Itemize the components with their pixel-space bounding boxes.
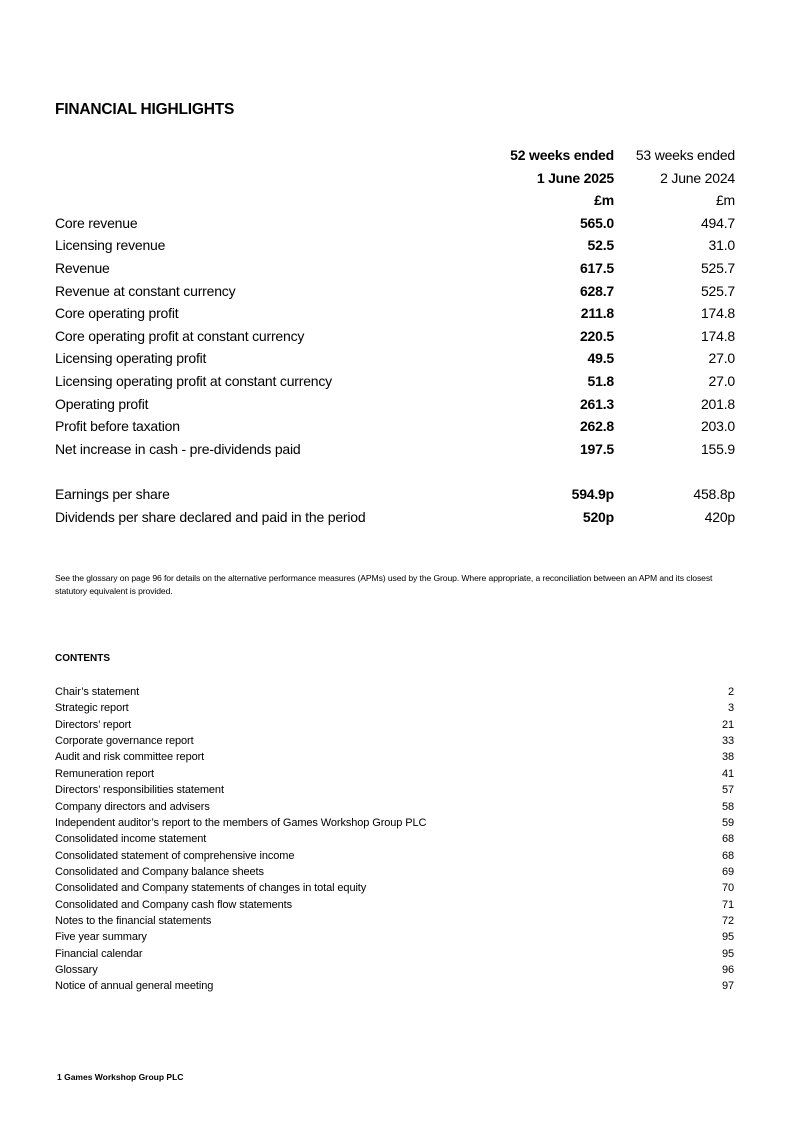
contents-item-label: Glossary bbox=[55, 964, 98, 977]
contents-item-label: Independent auditor’s report to the members of Games Workshop Group PLC bbox=[55, 816, 427, 829]
contents-item-page: 69 bbox=[721, 865, 734, 878]
current-value: 617.5 bbox=[579, 259, 614, 276]
previous-value: 27.0 bbox=[708, 350, 735, 367]
current-value: 594.9p bbox=[571, 485, 614, 502]
current-value: 520p bbox=[582, 508, 614, 525]
row-label: Dividends per share declared and paid in the period bbox=[55, 508, 366, 525]
previous-value: 201.8 bbox=[700, 395, 735, 412]
contents-item-label: Consolidated and Company statements of changes in total equity bbox=[55, 882, 367, 895]
contents-item-page: 21 bbox=[721, 718, 734, 731]
contents-item-label: Company directors and advisers bbox=[55, 800, 210, 813]
contents-item-label: Directors’ responsibilities statement bbox=[55, 784, 224, 797]
previous-value: 174.8 bbox=[700, 305, 735, 322]
contents-item-label: Consolidated and Company balance sheets bbox=[55, 865, 264, 878]
contents-item-page: 70 bbox=[721, 882, 734, 895]
row-label: Revenue at constant currency bbox=[55, 282, 236, 299]
row-label: Core operating profit bbox=[55, 305, 179, 322]
contents-item[interactable] bbox=[55, 782, 734, 798]
previous-value: 203.0 bbox=[700, 418, 735, 435]
contents-item-label: Financial calendar bbox=[55, 947, 143, 960]
table-row bbox=[55, 393, 735, 416]
contents-item[interactable] bbox=[55, 864, 734, 880]
contents-item-page: 72 bbox=[721, 915, 734, 928]
apm-footnote: See the glossary on page 96 for details on the alternative performance measures (APMs) used by the Group. Where appropriate, a reconciliation between an APM and its closest statutory equivalent is provided. bbox=[55, 573, 713, 596]
contents-item-page: 33 bbox=[721, 735, 734, 748]
page-footer: 1 Games Workshop Group PLC bbox=[57, 1072, 184, 1082]
table-header-row bbox=[55, 144, 735, 167]
contents-item-label: Directors’ report bbox=[55, 718, 132, 731]
contents-item-label: Strategic report bbox=[55, 702, 129, 715]
contents-item-page: 95 bbox=[721, 947, 734, 960]
contents-item-page: 59 bbox=[721, 816, 734, 829]
row-label: Net increase in cash - pre-dividends paid bbox=[55, 440, 301, 457]
financial-highlights-table bbox=[55, 144, 735, 528]
previous-value: 31.0 bbox=[708, 237, 735, 254]
current-value: 49.5 bbox=[587, 350, 614, 367]
contents-item-page: 97 bbox=[721, 980, 734, 993]
contents-item[interactable] bbox=[55, 929, 734, 945]
row-label: Profit before taxation bbox=[55, 418, 180, 435]
current-value: 565.0 bbox=[579, 214, 614, 231]
contents-item-label: Consolidated and Company cash flow statements bbox=[55, 898, 293, 911]
row-label: Core operating profit at constant currency bbox=[55, 327, 305, 344]
contents-item-page: 38 bbox=[721, 751, 734, 764]
contents-item[interactable] bbox=[55, 684, 734, 700]
previous-value: 458.8p bbox=[693, 485, 735, 502]
current-value: 261.3 bbox=[579, 395, 614, 412]
table-row bbox=[55, 483, 735, 506]
current-value: 51.8 bbox=[587, 372, 614, 389]
page-title: FINANCIAL HIGHLIGHTS bbox=[55, 101, 235, 118]
row-label: Licensing revenue bbox=[55, 237, 166, 254]
contents-item-page: 68 bbox=[721, 849, 734, 862]
table-header-row bbox=[55, 189, 735, 212]
column-header-previous: 53 weeks ended bbox=[635, 147, 735, 163]
contents-item[interactable] bbox=[55, 700, 734, 716]
column-header-current: 52 weeks ended bbox=[510, 147, 614, 163]
table-row bbox=[55, 257, 735, 280]
contents-item[interactable] bbox=[55, 946, 734, 962]
contents-item-label: Audit and risk committee report bbox=[55, 751, 205, 764]
contents-item-page: 71 bbox=[721, 898, 734, 911]
contents-item[interactable] bbox=[55, 815, 734, 831]
current-value: 52.5 bbox=[587, 237, 614, 254]
previous-value: 155.9 bbox=[700, 440, 735, 457]
column-header-previous-date: 2 June 2024 bbox=[660, 169, 735, 186]
previous-value: 420p bbox=[704, 508, 735, 525]
contents-item-page: 96 bbox=[721, 964, 734, 977]
column-header-current-date: 1 June 2025 bbox=[536, 169, 614, 186]
previous-value: 525.7 bbox=[700, 282, 735, 299]
table-row bbox=[55, 212, 735, 235]
previous-value: 27.0 bbox=[708, 372, 735, 389]
current-value: 262.8 bbox=[579, 418, 614, 435]
table-header-row bbox=[55, 167, 735, 190]
previous-value: 494.7 bbox=[700, 214, 735, 231]
contents-item-label: Chair’s statement bbox=[55, 686, 140, 698]
contents-item[interactable] bbox=[55, 831, 734, 847]
contents-item[interactable] bbox=[55, 962, 734, 978]
column-header-previous-unit: £m bbox=[715, 192, 735, 209]
contents-item-page: 41 bbox=[721, 767, 734, 780]
row-label: Core revenue bbox=[55, 214, 138, 231]
row-label: Earnings per share bbox=[55, 485, 170, 502]
table-row bbox=[55, 506, 735, 529]
table-row bbox=[55, 415, 735, 438]
table-row bbox=[55, 370, 735, 393]
contents-item-label: Notice of annual general meeting bbox=[55, 980, 214, 993]
contents-item-page: 2 bbox=[727, 686, 734, 698]
contents-item[interactable] bbox=[55, 733, 734, 749]
contents-item-label: Five year summary bbox=[55, 931, 147, 944]
contents-item[interactable] bbox=[55, 978, 734, 994]
contents-item[interactable] bbox=[55, 913, 734, 929]
contents-item-label: Consolidated statement of comprehensive income bbox=[55, 849, 295, 862]
contents-item[interactable] bbox=[55, 897, 734, 913]
row-label: Licensing operating profit bbox=[55, 350, 207, 367]
contents-item-page: 3 bbox=[727, 702, 734, 715]
table-row bbox=[55, 280, 735, 303]
previous-value: 525.7 bbox=[700, 259, 735, 276]
contents-item-page: 68 bbox=[721, 833, 734, 846]
previous-value: 174.8 bbox=[700, 327, 735, 344]
row-label: Revenue bbox=[55, 259, 110, 276]
current-value: 197.5 bbox=[579, 440, 614, 457]
contents-item-page: 95 bbox=[721, 931, 734, 944]
contents-item-label: Corporate governance report bbox=[55, 735, 194, 748]
table-row bbox=[55, 438, 735, 461]
contents-item[interactable] bbox=[55, 880, 734, 896]
row-label: Operating profit bbox=[55, 395, 149, 412]
spacer bbox=[55, 460, 735, 483]
contents-list bbox=[55, 684, 734, 995]
current-value: 211.8 bbox=[580, 305, 614, 322]
table-row bbox=[55, 325, 735, 348]
row-label: Licensing operating profit at constant currency bbox=[55, 372, 332, 389]
column-header-current-unit: £m bbox=[594, 192, 614, 209]
contents-title: CONTENTS bbox=[55, 653, 110, 664]
contents-item-label: Remuneration report bbox=[55, 767, 154, 780]
table-row bbox=[55, 347, 735, 370]
contents-item[interactable] bbox=[55, 749, 734, 765]
contents-item[interactable] bbox=[55, 766, 734, 782]
contents-item-label: Notes to the financial statements bbox=[55, 915, 212, 928]
table-row bbox=[55, 302, 735, 325]
contents-item[interactable] bbox=[55, 848, 734, 864]
current-value: 628.7 bbox=[579, 282, 614, 299]
current-value: 220.5 bbox=[579, 327, 614, 344]
contents-item-label: Consolidated income statement bbox=[55, 833, 207, 846]
contents-item[interactable] bbox=[55, 799, 734, 815]
contents-item[interactable] bbox=[55, 717, 734, 733]
contents-item-page: 58 bbox=[721, 800, 734, 813]
table-row bbox=[55, 234, 735, 257]
contents-item-page: 57 bbox=[721, 784, 734, 797]
